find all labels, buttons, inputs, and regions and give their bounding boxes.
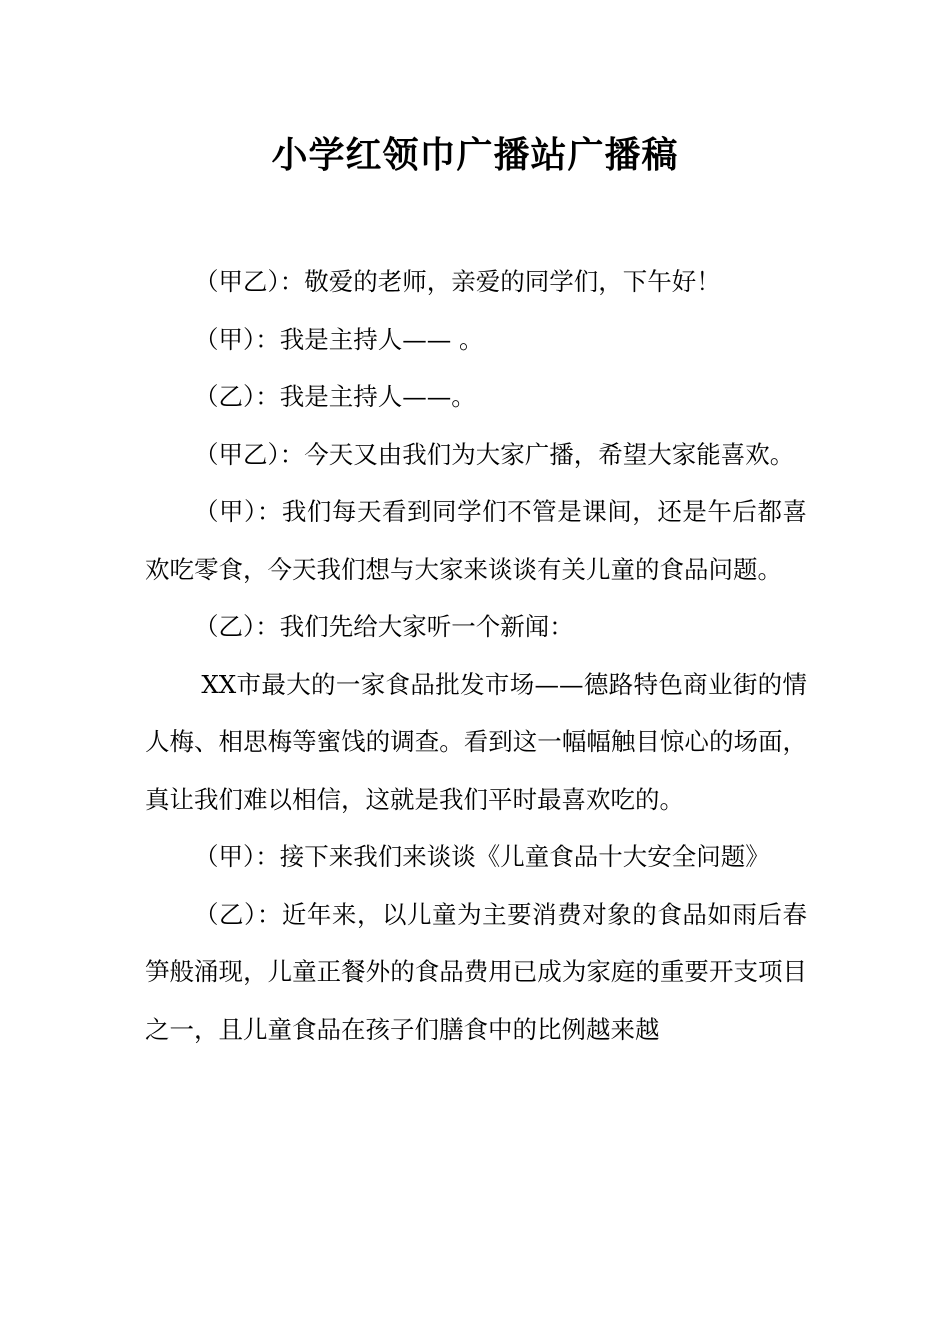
paragraph-snacks: （甲）：我们每天看到同学们不管是课间，还是午后都喜欢吃零食，今天我们想与大家来谈谈有关儿童的食品问题。 xyxy=(145,497,807,584)
document-title: 小学红领巾广播站广播稿 xyxy=(271,134,679,176)
paragraph-news: XX市最大的一家食品批发市场——德路特色商业街的情人梅、相思梅等蜜饯的调查。看到这一幅幅触目惊心的场面，真让我们难以相信，这就是我们平时最喜欢吃的。 xyxy=(145,669,807,814)
paragraph-children-food: （乙）：近年来，以儿童为主要消费对象的食品如雨后春笋般涌现，儿童正餐外的食品费用已成为家庭的重要开支项目之一，且儿童食品在孩子们膳食中的比例越来越 xyxy=(145,899,807,1044)
paragraph-host-b: （乙）：我是主持人——。 xyxy=(194,382,476,411)
paragraph-safety-topic: （甲）：接下来我们来谈谈《儿童食品十大安全问题》 xyxy=(194,842,770,871)
paragraph-news-lead: （乙）：我们先给大家听一个新闻： xyxy=(194,612,574,641)
document-body xyxy=(145,253,807,1058)
paragraph-greeting: （甲乙）：敬爱的老师，亲爱的同学们，下午好！ xyxy=(194,267,721,296)
paragraph-host-a: （甲）：我是主持人—— 。 xyxy=(194,324,484,354)
paragraph-intro: （甲乙）：今天又由我们为大家广播，希望大家能喜欢。 xyxy=(194,439,795,469)
